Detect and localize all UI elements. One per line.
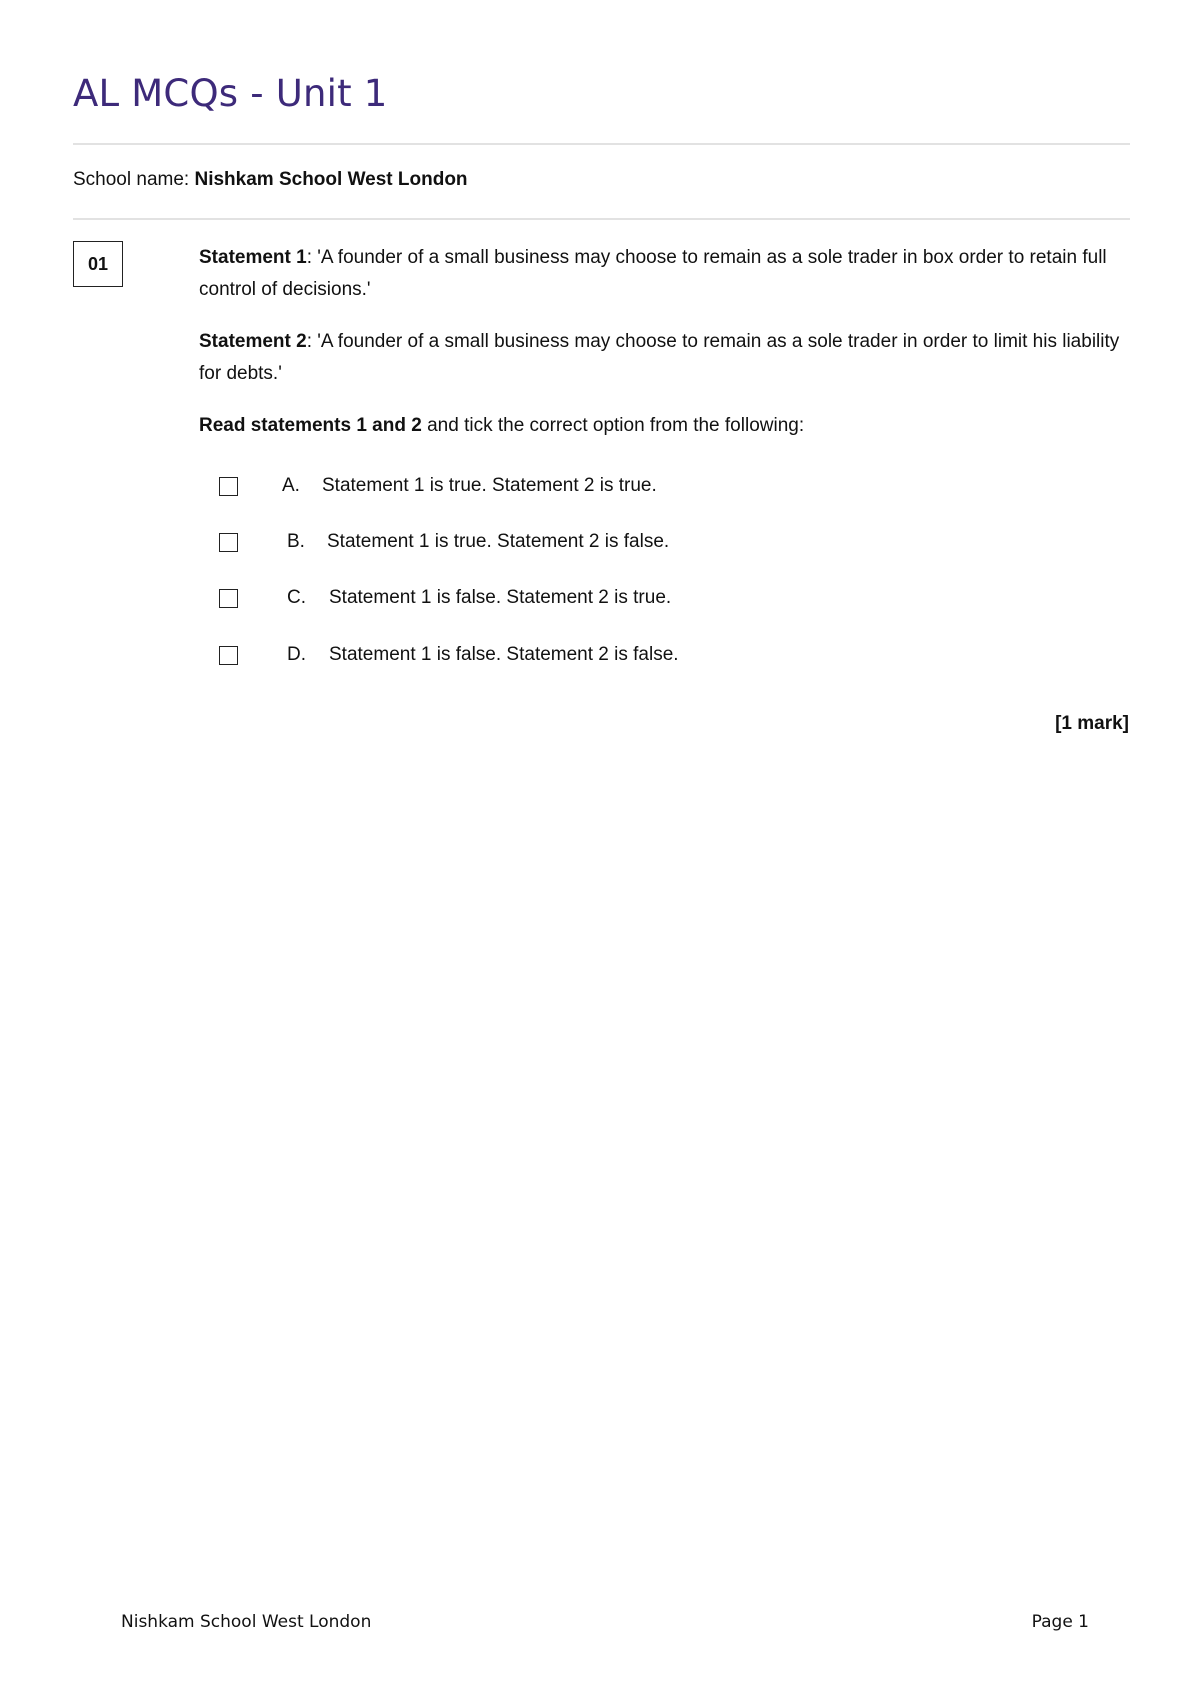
option-c[interactable] [219,585,238,611]
instruction [199,410,1130,442]
instruction-text: and tick the correct option from the following: [421,415,805,436]
option-a-text: Statement 1 is true. Statement 2 is true. [322,475,657,496]
option-c-letter: C. [287,587,306,608]
option-b[interactable] [219,529,238,555]
footer-page-number: Page 1 [1031,1612,1089,1632]
statement-1 [199,242,1130,306]
option-c-checkbox[interactable] [219,589,238,608]
option-a[interactable] [219,473,238,499]
option-d[interactable] [219,642,238,668]
option-d-checkbox[interactable] [219,646,238,665]
option-c-text: Statement 1 is false. Statement 2 is true. [329,587,672,608]
page-title: AL MCQs - Unit 1 [73,72,388,115]
option-b-letter: B. [287,531,305,552]
title-divider [73,143,1130,145]
footer-school-name: Nishkam School West London [121,1612,372,1632]
statement-2 [199,326,1130,390]
instruction-bold: Read statements 1 and 2 [199,415,422,436]
statement-1-text: : 'A founder of a small business may choose to remain as a sole trader in box order to retain full control of decisions.' [199,247,1107,300]
option-d-text: Statement 1 is false. Statement 2 is false. [329,644,679,665]
marks-label: [1 mark] [1055,713,1129,734]
statement-2-text: : 'A founder of a small business may choose to remain as a sole trader in order to limit his liability for debts.' [199,331,1120,384]
school-name-label: School name: [73,169,195,190]
statement-2-label: Statement 2 [199,331,307,352]
question-body [199,242,1130,462]
option-a-letter: A. [282,475,300,496]
option-a-checkbox[interactable] [219,477,238,496]
school-name-line [73,169,468,191]
option-d-letter: D. [287,644,306,665]
option-b-text: Statement 1 is true. Statement 2 is false. [327,531,670,552]
school-name-value: Nishkam School West London [194,169,468,190]
header-divider [73,218,1130,220]
statement-1-label: Statement 1 [199,247,307,268]
question-number-box: 01 [73,241,123,287]
option-b-checkbox[interactable] [219,533,238,552]
